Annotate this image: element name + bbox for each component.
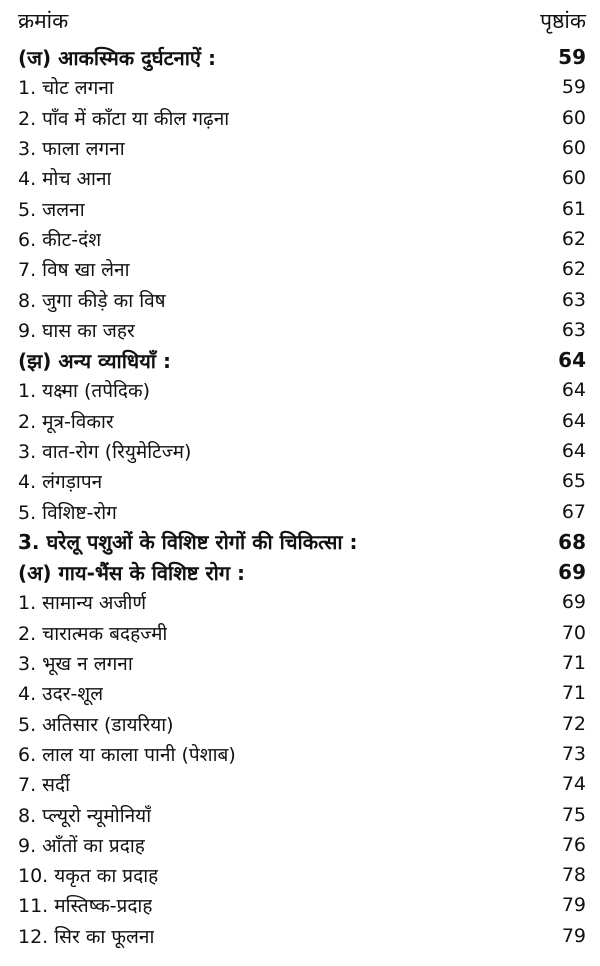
toc-entry-page: 73 [561,742,586,765]
toc-row [18,284,586,314]
toc-entry-page: 64 [561,379,586,402]
toc-entry-page: 62 [561,258,586,281]
toc-entry-page: 64 [561,409,586,432]
toc-row [18,709,586,739]
toc-entry-page: 69 [561,591,586,614]
toc-entry-page: 68 [558,529,586,554]
toc-entry-title: 2. चारात्मक बदहज्मी [18,622,168,645]
toc-entry-title: 4. मोच आना [18,168,112,191]
header-page-label: पृष्ठांक [540,9,586,33]
toc-entry-page: 59 [561,76,586,99]
toc-entry-title: 8. जुगा कीड़े का विष [18,289,166,312]
toc-row [18,830,586,860]
toc-entry-page: 59 [558,45,586,70]
toc-entry-title: 3. भूख न लगना [18,653,133,676]
toc-entry-page: 70 [561,621,586,644]
toc-entry-page: 71 [561,682,586,705]
toc-row [18,860,586,890]
toc-row [18,224,586,254]
toc-entry-title: 5. विशिष्ट-रोग [18,501,117,524]
toc-entry-title: 9. घास का जहर [18,319,135,342]
toc-entry-title: 5. जलना [18,198,85,221]
toc-entry-title: (झ) अन्य व्याधियाँ : [18,348,171,373]
toc-entry-title: 1. यक्ष्मा (तपेदिक) [18,380,151,403]
toc-header [18,4,586,38]
toc-entry-title: 11. मस्तिष्क-प्रदाह [18,895,153,918]
toc-entry-page: 63 [561,288,586,311]
toc-entry-page: 62 [561,227,586,250]
toc-entry-page: 64 [561,440,586,462]
toc-row [18,345,586,375]
toc-entry-page: 79 [561,924,586,947]
toc-entry-page: 60 [561,137,586,160]
toc-entry-title: 1. चोट लगना [18,77,114,100]
toc-entry-title: 5. अतिसार (डायरिया) [18,713,174,736]
toc-entry-title: 4. लंगड़ापन [18,471,103,494]
toc-row [18,254,586,284]
toc-entry-page: 79 [561,894,586,917]
toc-entry-page: 74 [561,773,586,796]
toc-row [18,678,586,708]
toc-row [18,436,586,466]
toc-entry-title: 2. मूत्र-विकार [18,410,114,433]
toc-row [18,193,586,223]
toc-entry-title: 6. कीट-दंश [18,228,102,251]
toc-entry-page: 72 [561,712,586,735]
toc-row [18,769,586,799]
toc-row [18,72,586,102]
toc-row [18,618,586,648]
toc-entry-page: 69 [558,560,586,585]
toc-entry-page: 60 [561,167,586,190]
toc-entry-title: (ज) आकस्मिक दुर्घटनाऐं : [18,45,216,70]
toc-list [18,42,586,951]
toc-row [18,42,586,72]
toc-row [18,557,586,587]
toc-entry-title: 1. सामान्य अजीर्ण [18,592,147,615]
toc-row [18,466,586,496]
toc-row [18,163,586,193]
toc-entry-page: 75 [561,803,586,826]
toc-row [18,527,586,557]
toc-entry-title: 4. उदर-शूल [18,683,104,706]
toc-entry-page: 78 [561,864,586,887]
toc-row [18,133,586,163]
toc-entry-page: 65 [561,470,586,493]
toc-entry-title: (अ) गाय-भैंस के विशिष्ट रोग : [18,560,246,585]
toc-row [18,799,586,829]
toc-entry-title: 7. विष खा लेना [18,259,130,282]
toc-row [18,406,586,436]
toc-entry-title: 2. पाँव में काँटा या कील गढ़ना [18,107,230,130]
toc-row [18,890,586,920]
toc-row [18,103,586,133]
toc-entry-page: 63 [561,318,586,341]
toc-row [18,648,586,678]
toc-row [18,921,586,951]
toc-entry-title: 3. वात-रोग (रियुमेटिज्म) [18,441,192,463]
toc-row [18,587,586,617]
toc-entry-page: 61 [561,197,586,220]
toc-entry-title: 9. आँतों का प्रदाह [18,834,145,857]
toc-row [18,496,586,526]
toc-entry-title: 12. सिर का फूलना [18,925,155,948]
toc-entry-title: 10. यकृत का प्रदाह [18,865,159,888]
toc-entry-page: 60 [561,106,586,129]
toc-row [18,375,586,405]
toc-entry-page: 64 [558,348,586,373]
toc-row [18,315,586,345]
header-serial-label: क्रमांक [18,9,69,33]
toc-entry-title: 3. फाला लगना [18,138,125,161]
toc-row [18,739,586,769]
toc-entry-page: 76 [561,833,586,856]
toc-entry-title: 6. लाल या काला पानी (पेशाब) [18,743,236,766]
toc-entry-title: 3. घरेलू पशुओं के विशिष्ट रोगों की चिकित्सा : [18,530,358,555]
toc-entry-title: 8. प्ल्यूरो न्यूमोनियाँ [18,804,152,827]
toc-entry-page: 67 [561,500,586,523]
toc-entry-title: 7. सर्दी [18,774,71,797]
toc-entry-page: 71 [561,652,586,675]
